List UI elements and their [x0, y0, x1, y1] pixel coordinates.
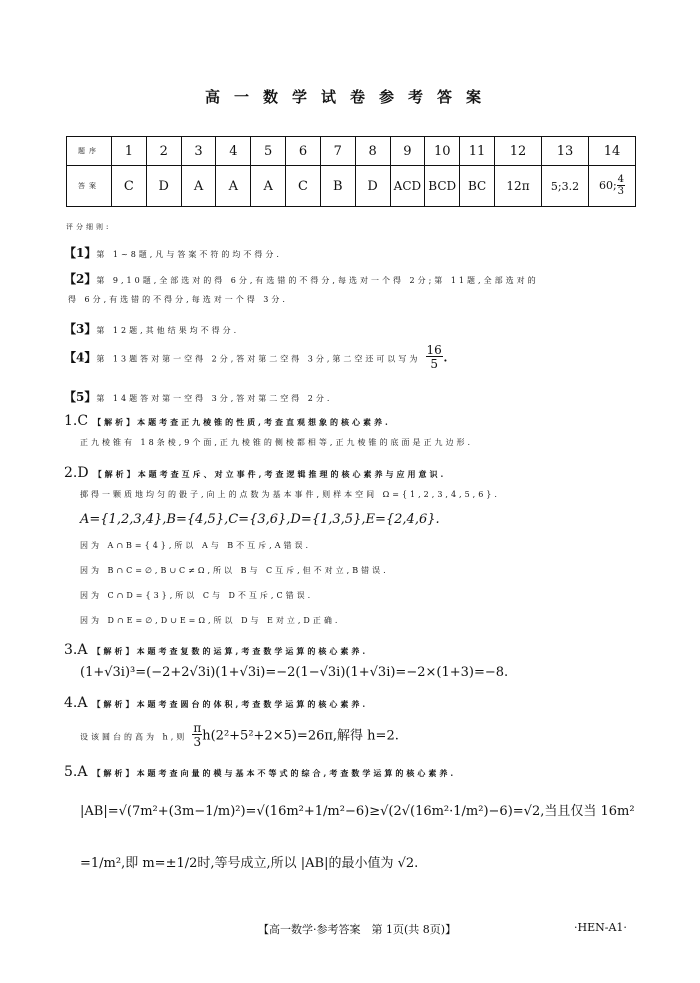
question-number: 5.A — [64, 764, 88, 780]
q4-text-a: 设该圆台的高为 h,则 — [80, 732, 188, 742]
answer-table — [66, 136, 636, 207]
scoring-rule-2-cont: 得 6分,有选错的不得分,每选对一个得 3分. — [68, 295, 288, 304]
q2-line: 因为 C∩D={3},所以 C与 D不互斥,C错误. — [80, 591, 314, 600]
answer-row — [67, 166, 636, 207]
q4-fraction — [192, 722, 202, 748]
question-number: 14 — [589, 137, 636, 166]
analysis-tag: 【解析】 — [93, 417, 138, 427]
q4-text-b: h(2²+5²+2×5)=26π,解得 h=2. — [202, 728, 399, 744]
fraction-denominator: 3 — [193, 735, 202, 749]
fraction-numerator: 16 — [426, 343, 442, 357]
scoring-rule-2 — [64, 268, 539, 287]
analysis-desc: 本题考查互斥、对立事件,考查逻辑推理的核心素养与应用意识. — [137, 469, 447, 479]
answer-cell: 12π — [495, 166, 542, 207]
rule-tag: 【5】 — [64, 390, 97, 404]
scoring-heading: 评分细则: — [66, 223, 112, 231]
question-number: 3.A — [64, 642, 88, 658]
question-number-row — [67, 137, 636, 166]
answer-cell: C — [112, 166, 147, 207]
question-number: 1 — [112, 137, 147, 166]
question-number: 8 — [355, 137, 390, 166]
question-number: 11 — [460, 137, 495, 166]
answer-cell: C — [286, 166, 321, 207]
rule-tag: 【3】 — [64, 322, 97, 336]
question-number: 3 — [181, 137, 216, 166]
q5-line: |AB|=√(7m²+(3m−1/m)²)=√(16m²+1/m²−6)≥√(2√(16m²·1/m²)−6)=√2,当且仅当 16m² — [80, 804, 635, 819]
question-number: 9 — [390, 137, 425, 166]
q4-header — [64, 692, 368, 711]
analysis-tag: 【解析】 — [93, 469, 138, 479]
rule-tag: 【1】 — [64, 246, 97, 260]
answer-cell: D — [146, 166, 181, 207]
question-number: 4.A — [64, 695, 88, 711]
analysis-tag: 【解析】 — [92, 646, 137, 656]
answer-cell: A — [251, 166, 286, 207]
analysis-desc: 本题考查圆台的体积,考查数学运算的核心素养. — [136, 699, 369, 709]
rule-tag: 【4】 — [64, 350, 97, 365]
q2-line: A={1,2,3,4},B={4,5},C={3,6},D={1,3,5},E={2,4,6}. — [80, 512, 440, 527]
q5-line: =1/m²,即 m=±1/2时,等号成立,所以 |AB|的最小值为 √2. — [80, 856, 419, 871]
footer-page-info: 【高一数学·参考答案 第 1页(共 8页)】 — [258, 923, 457, 936]
answer-cell: 5;3.2 — [542, 166, 589, 207]
question-number: 1.C — [64, 413, 89, 429]
footer-code: ·HEN-A1· — [574, 921, 627, 934]
q2-line: 因为 B∩C=∅,B∪C≠Ω,所以 B与 C互斥,但不对立,B错误. — [80, 566, 389, 575]
q3-header — [64, 639, 368, 658]
question-number: 2 — [146, 137, 181, 166]
fraction-numerator: 4 — [617, 174, 625, 185]
answer-cell: A — [181, 166, 216, 207]
q5-header — [64, 761, 456, 780]
q2-line: 因为 A∩B={4},所以 A与 B不互斥,A错误. — [80, 541, 312, 550]
rule-text: 第 14题答对第一空得 3分,答对第二空得 2分. — [96, 394, 333, 403]
answer-14-fraction — [617, 175, 625, 197]
answer-cell: B — [320, 166, 355, 207]
q1-line: 正九棱锥有 18条棱,9个面,正九棱锥的侧棱都相等,正九棱锥的底面是正九边形. — [80, 438, 473, 447]
question-number: 10 — [425, 137, 460, 166]
page-title: 高一数学试卷参考答案 — [204, 88, 495, 106]
fraction-denominator: 3 — [617, 186, 625, 197]
rule-4-fraction — [426, 344, 443, 370]
question-number: 7 — [320, 137, 355, 166]
scoring-rule-3 — [64, 318, 239, 337]
answer-14-text: 60; — [598, 179, 617, 192]
fraction-numerator: π — [193, 721, 202, 735]
q3-line: (1+√3i)³=(−2+2√3i)(1+√3i)=−2(1−√3i)(1+√3i)=−2×(1+3)=−8. — [80, 665, 509, 680]
rule-tag: 【2】 — [64, 272, 97, 286]
q2-line: 掷得一颗质地均匀的骰子,向上的点数为基本事件,则样本空间 Ω={1,2,3,4,5,6}. — [80, 490, 500, 499]
analysis-tag: 【解析】 — [92, 699, 137, 709]
question-number: 6 — [286, 137, 321, 166]
scoring-rule-1 — [64, 242, 282, 261]
question-number: 13 — [542, 137, 589, 166]
q4-line — [80, 722, 399, 748]
row-label-answer: 答案 — [67, 166, 112, 207]
answer-cell: ACD — [390, 166, 425, 207]
answer-cell: A — [216, 166, 251, 207]
answer-cell: D — [355, 166, 390, 207]
answer-cell-14 — [589, 166, 636, 207]
answer-cell: BCD — [425, 166, 460, 207]
q1-header — [64, 410, 391, 429]
question-number: 12 — [495, 137, 542, 166]
question-number: 2.D — [64, 465, 89, 481]
rule-text: 第 1~8题,凡与答案不符的均不得分. — [96, 250, 282, 259]
rule-text: 第 9,10题,全部选对的得 6分,有选错的不得分,每选对一个得 2分;第 11题,全部选对的 — [96, 276, 539, 285]
analysis-desc: 本题考查向量的模与基本不等式的综合,考查数学运算的核心素养. — [136, 768, 457, 778]
q2-line: 因为 D∩E=∅,D∪E=Ω,所以 D与 E对立,D正确. — [80, 616, 341, 625]
rule-text: 第 12题,其他结果均不得分. — [96, 326, 240, 335]
question-number: 4 — [216, 137, 251, 166]
row-label-number: 题序 — [67, 137, 112, 166]
fraction-denominator: 5 — [430, 357, 438, 371]
q2-header — [64, 462, 446, 481]
answer-cell: BC — [460, 166, 495, 207]
scoring-rule-5 — [64, 386, 332, 405]
question-number: 5 — [251, 137, 286, 166]
analysis-tag: 【解析】 — [92, 768, 137, 778]
scoring-rule-4: 【4】第 13题答对第一空得 2分,答对第二空得 3分,第二空还可以写为 $\frac{16}{5}$ . — [64, 343, 448, 371]
rule-text: 第 13题答对第一空得 2分,答对第二空得 3分,第二空还可以写为 — [96, 354, 421, 364]
analysis-desc: 本题考查复数的运算,考查数学运算的核心素养. — [136, 646, 369, 656]
analysis-desc: 本题考查正九棱锥的性质,考查直观想象的核心素养. — [137, 417, 391, 427]
